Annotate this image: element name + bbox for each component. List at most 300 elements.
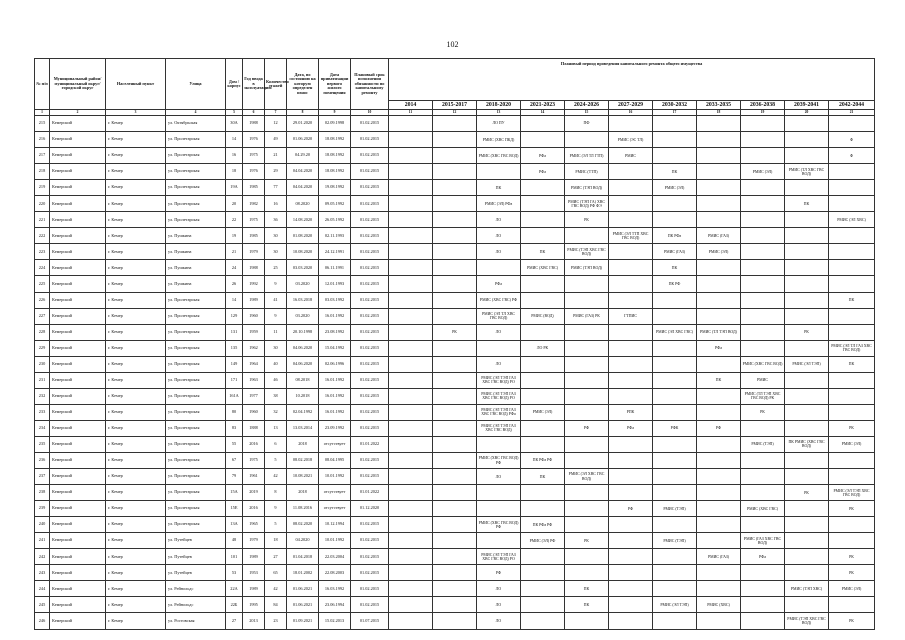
header-period: 2024-2026 bbox=[565, 101, 609, 110]
period-cell: РМИС (ХВС) bbox=[697, 597, 741, 613]
period-cell bbox=[521, 196, 565, 212]
period-cell bbox=[609, 340, 653, 356]
date-state-cell: 04.06.2020 bbox=[287, 356, 319, 372]
street-cell: ул. Пролетарская bbox=[166, 196, 226, 212]
period-cell: РМИС (ХВС ГВС) РФ bbox=[477, 292, 521, 308]
municipality-cell: Кемерский bbox=[50, 116, 106, 132]
period-cell bbox=[433, 501, 477, 517]
table-row bbox=[35, 212, 875, 228]
date-privat-cell: 16.03.1992 bbox=[319, 581, 351, 597]
period-cell bbox=[521, 372, 565, 388]
table-row bbox=[35, 116, 875, 132]
period-cell bbox=[565, 501, 609, 517]
date-plan-cell: 01.02.2015 bbox=[351, 324, 389, 340]
period-cell bbox=[521, 581, 565, 597]
date-state-cell: 02.04.1992 bbox=[287, 404, 319, 420]
municipality-cell: Кемерский bbox=[50, 340, 106, 356]
period-cell: РМИС bbox=[741, 372, 785, 388]
year-cell: 1988 bbox=[243, 260, 265, 276]
period-cell bbox=[389, 485, 433, 501]
row-number: 236 bbox=[35, 452, 50, 468]
table-row bbox=[35, 549, 875, 565]
period-cell bbox=[697, 613, 741, 629]
street-cell: ул. Пролетарская bbox=[166, 436, 226, 452]
period-cell bbox=[565, 276, 609, 292]
period-cell bbox=[653, 308, 697, 324]
house-cell: 22 bbox=[226, 212, 243, 228]
settlement-cell: г. Кемер bbox=[106, 388, 166, 404]
period-cell: ПК РФ bbox=[653, 276, 697, 292]
period-cell bbox=[389, 452, 433, 468]
municipality-cell: Кемерский bbox=[50, 597, 106, 613]
period-cell bbox=[741, 276, 785, 292]
municipality-cell: Кемерский bbox=[50, 180, 106, 196]
year-cell: 1961 bbox=[243, 469, 265, 485]
period-cell bbox=[829, 372, 875, 388]
settlement-cell: г. Кемер bbox=[106, 228, 166, 244]
date-plan-cell: 01.02.2015 bbox=[351, 388, 389, 404]
floors-cell: 49 bbox=[265, 132, 287, 148]
period-cell bbox=[609, 164, 653, 180]
date-privat-cell: 10.01.1992 bbox=[319, 533, 351, 549]
period-cell bbox=[477, 533, 521, 549]
period-cell bbox=[785, 116, 829, 132]
period-cell: РМИС (ТЭП) bbox=[741, 436, 785, 452]
row-number: 231 bbox=[35, 372, 50, 388]
period-cell: РФ bbox=[565, 420, 609, 436]
header-period: 2018-2020 bbox=[477, 101, 521, 110]
period-cell: РМИС (ТТП) bbox=[565, 164, 609, 180]
period-cell: ПК bbox=[829, 356, 875, 372]
floors-cell: 9 bbox=[265, 308, 287, 324]
period-cell: РК bbox=[433, 324, 477, 340]
period-cell: РМИС (ЭЛ ТЛ ГАЗ ХВС ГВС ВОД) bbox=[829, 340, 875, 356]
period-cell bbox=[521, 356, 565, 372]
house-cell: 55 bbox=[226, 436, 243, 452]
period-cell bbox=[433, 517, 477, 533]
period-cell bbox=[521, 613, 565, 629]
period-cell bbox=[609, 613, 653, 629]
period-cell bbox=[521, 228, 565, 244]
header-period: 2036-2038 bbox=[741, 101, 785, 110]
date-privat-cell: 06.11.1991 bbox=[319, 260, 351, 276]
settlement-cell: г. Кемер bbox=[106, 581, 166, 597]
column-number: 5 bbox=[226, 110, 243, 116]
period-cell: ПК bbox=[653, 164, 697, 180]
period-cell bbox=[741, 180, 785, 196]
period-cell bbox=[785, 469, 829, 485]
period-cell bbox=[653, 581, 697, 597]
period-cell bbox=[477, 501, 521, 517]
date-plan-cell: 01.02.2015 bbox=[351, 533, 389, 549]
table-row bbox=[35, 148, 875, 164]
date-plan-cell: 01.02.2015 bbox=[351, 180, 389, 196]
period-cell bbox=[785, 597, 829, 613]
period-cell: РМИС (ГАЗ ХВС ГВС ВОД) bbox=[741, 533, 785, 549]
date-privat-cell: 10.12.1994 bbox=[319, 517, 351, 533]
row-number: 241 bbox=[35, 533, 50, 549]
column-number: 16 bbox=[609, 110, 653, 116]
period-cell: ЛО РК bbox=[521, 340, 565, 356]
period-cell: ПК РФа bbox=[653, 228, 697, 244]
period-cell bbox=[433, 533, 477, 549]
column-number: 6 bbox=[243, 110, 265, 116]
street-cell: ул. Путейцев bbox=[166, 565, 226, 581]
column-number: 12 bbox=[433, 110, 477, 116]
period-cell bbox=[609, 116, 653, 132]
period-cell bbox=[609, 436, 653, 452]
period-cell bbox=[785, 132, 829, 148]
period-cell bbox=[521, 420, 565, 436]
period-cell bbox=[741, 228, 785, 244]
table-row bbox=[35, 292, 875, 308]
period-cell: РК bbox=[829, 501, 875, 517]
period-cell bbox=[741, 485, 785, 501]
row-number: 242 bbox=[35, 549, 50, 565]
period-cell bbox=[521, 436, 565, 452]
period-cell bbox=[785, 372, 829, 388]
period-cell bbox=[433, 132, 477, 148]
settlement-cell: г. Кемер bbox=[106, 196, 166, 212]
period-cell: РМИС (ХВС ГВС ВОД) РФ bbox=[477, 452, 521, 468]
period-cell bbox=[389, 212, 433, 228]
period-cell bbox=[433, 372, 477, 388]
period-cell bbox=[697, 116, 741, 132]
date-plan-cell: 01.02.2015 bbox=[351, 420, 389, 436]
period-cell: РФ bbox=[477, 565, 521, 581]
house-cell: 26 bbox=[226, 276, 243, 292]
period-cell bbox=[389, 292, 433, 308]
period-cell bbox=[653, 340, 697, 356]
date-state-cell: 10.2018 bbox=[287, 388, 319, 404]
period-cell: РК bbox=[829, 565, 875, 581]
floors-cell: 30 bbox=[265, 340, 287, 356]
period-cell bbox=[697, 356, 741, 372]
year-cell: 1989 bbox=[243, 549, 265, 565]
settlement-cell: г. Кемер bbox=[106, 436, 166, 452]
period-cell: РМИС (ЭЛ) РФа bbox=[477, 196, 521, 212]
street-cell: ул. Пушкина bbox=[166, 228, 226, 244]
period-cell bbox=[433, 565, 477, 581]
period-cell bbox=[741, 148, 785, 164]
period-cell bbox=[389, 276, 433, 292]
year-cell: 1976 bbox=[243, 132, 265, 148]
period-cell: ЛО bbox=[477, 244, 521, 260]
street-cell: ул. Пролетарская bbox=[166, 404, 226, 420]
period-cell: РМИС (ЭЛ ТЭП ГАЗ ХВС ГВС ВОД) РО bbox=[477, 372, 521, 388]
period-cell bbox=[565, 388, 609, 404]
header-date-plan: Плановый срок исполнения обязанности по капитальному ремонту bbox=[351, 59, 389, 110]
column-number: 19 bbox=[741, 110, 785, 116]
period-cell: РМИС (ГАЗ) bbox=[697, 228, 741, 244]
row-number: 228 bbox=[35, 324, 50, 340]
column-number: 11 bbox=[389, 110, 433, 116]
period-cell: РМИС (ХВС ГВС ВОД) РФ bbox=[477, 517, 521, 533]
period-cell bbox=[521, 501, 565, 517]
period-cell bbox=[829, 228, 875, 244]
header-date-privat: Дата приватизации первого жилого помещения bbox=[319, 59, 351, 110]
year-cell: 1960 bbox=[243, 308, 265, 324]
date-state-cell: 08.02.2020 bbox=[287, 517, 319, 533]
period-cell bbox=[697, 164, 741, 180]
house-cell: 16 bbox=[226, 148, 243, 164]
date-state-cell: 11.08.2016 bbox=[287, 501, 319, 517]
date-privat-cell: 03.03.1992 bbox=[319, 292, 351, 308]
period-cell bbox=[785, 292, 829, 308]
floors-cell: 46 bbox=[265, 372, 287, 388]
period-cell bbox=[697, 148, 741, 164]
period-cell bbox=[829, 404, 875, 420]
municipality-cell: Кемерский bbox=[50, 565, 106, 581]
period-cell bbox=[609, 372, 653, 388]
period-cell bbox=[477, 436, 521, 452]
date-state-cell: 04.04.2020 bbox=[287, 164, 319, 180]
header-period: 2021-2023 bbox=[521, 101, 565, 110]
period-cell bbox=[653, 517, 697, 533]
period-cell bbox=[565, 228, 609, 244]
column-number: 18 bbox=[697, 110, 741, 116]
period-cell bbox=[609, 324, 653, 340]
period-cell bbox=[521, 276, 565, 292]
date-plan-cell: 01.02.2015 bbox=[351, 565, 389, 581]
period-cell bbox=[653, 613, 697, 629]
floors-cell: 23 bbox=[265, 613, 287, 629]
period-cell bbox=[389, 340, 433, 356]
date-privat-cell: отсутствует bbox=[319, 501, 351, 517]
period-cell bbox=[609, 581, 653, 597]
house-cell: 14 bbox=[226, 292, 243, 308]
street-cell: ул. Пролетарская bbox=[166, 485, 226, 501]
period-cell bbox=[785, 180, 829, 196]
period-cell bbox=[609, 549, 653, 565]
period-cell bbox=[741, 132, 785, 148]
date-privat-cell: 24.12.1991 bbox=[319, 244, 351, 260]
house-cell: 129 bbox=[226, 308, 243, 324]
period-cell: РМИС (ЭЛ ТЛ ХВС ГВС ВОД) bbox=[477, 308, 521, 324]
year-cell: 1985 bbox=[243, 228, 265, 244]
municipality-cell: Кемерский bbox=[50, 372, 106, 388]
period-cell bbox=[609, 565, 653, 581]
table-row bbox=[35, 244, 875, 260]
year-cell: 1982 bbox=[243, 196, 265, 212]
period-cell bbox=[389, 517, 433, 533]
column-number: 20 bbox=[785, 110, 829, 116]
date-privat-cell: 26.05.1992 bbox=[319, 212, 351, 228]
floors-cell: 30 bbox=[265, 228, 287, 244]
period-cell bbox=[565, 549, 609, 565]
period-cell bbox=[433, 212, 477, 228]
period-cell bbox=[433, 308, 477, 324]
municipality-cell: Кемерский bbox=[50, 228, 106, 244]
floors-cell: 25 bbox=[265, 260, 287, 276]
date-privat-cell: 02.11.1993 bbox=[319, 228, 351, 244]
period-cell bbox=[389, 501, 433, 517]
header-period: 2033-2035 bbox=[697, 101, 741, 110]
period-cell bbox=[653, 292, 697, 308]
table-row bbox=[35, 308, 875, 324]
date-plan-cell: 01.02.2015 bbox=[351, 196, 389, 212]
municipality-cell: Кемерский bbox=[50, 292, 106, 308]
period-cell: РК bbox=[785, 324, 829, 340]
period-cell bbox=[697, 388, 741, 404]
floors-cell: 5 bbox=[265, 452, 287, 468]
period-cell: РМИС (ЭЛ ТЛ ГТП) bbox=[565, 148, 609, 164]
settlement-cell: г. Кемер bbox=[106, 340, 166, 356]
date-plan-cell: 01.02.2015 bbox=[351, 517, 389, 533]
period-cell: РМИС (ЭЛ ХВС) bbox=[829, 212, 875, 228]
table-row bbox=[35, 340, 875, 356]
street-cell: ул. Пролетарская bbox=[166, 517, 226, 533]
row-number: 243 bbox=[35, 565, 50, 581]
date-state-cell: 03.03.2020 bbox=[287, 260, 319, 276]
header-settlement: Населенный пункт bbox=[106, 59, 166, 110]
date-state-cell: 10.08.2021 bbox=[287, 469, 319, 485]
year-cell: 1963 bbox=[243, 372, 265, 388]
capital-repair-table bbox=[34, 58, 875, 630]
period-cell: РМИС (ЭЛ) bbox=[521, 404, 565, 420]
period-cell: РФа bbox=[741, 549, 785, 565]
period-cell bbox=[433, 148, 477, 164]
house-cell: 171 bbox=[226, 372, 243, 388]
settlement-cell: г. Кемер bbox=[106, 517, 166, 533]
period-cell bbox=[565, 372, 609, 388]
house-cell: 67 bbox=[226, 452, 243, 468]
municipality-cell: Кемерский bbox=[50, 324, 106, 340]
period-cell: РК bbox=[741, 404, 785, 420]
table-row bbox=[35, 452, 875, 468]
street-cell: ул. Пролетарская bbox=[166, 452, 226, 468]
period-cell bbox=[389, 180, 433, 196]
floors-cell: 32 bbox=[265, 404, 287, 420]
floors-cell: 13 bbox=[265, 420, 287, 436]
period-cell: РФа bbox=[609, 420, 653, 436]
municipality-cell: Кемерский bbox=[50, 452, 106, 468]
street-cell: ул. Пролетарская bbox=[166, 372, 226, 388]
column-number: 2 bbox=[50, 110, 106, 116]
table-row bbox=[35, 501, 875, 517]
period-cell bbox=[389, 148, 433, 164]
period-cell: РМИС (ХВС ГВС) bbox=[521, 260, 565, 276]
period-cell: РМИС (ЭЛ) bbox=[653, 180, 697, 196]
header-period: 2042-2044 bbox=[829, 101, 875, 110]
settlement-cell: г. Кемер bbox=[106, 533, 166, 549]
row-number: 240 bbox=[35, 517, 50, 533]
street-cell: ул. Пролетарская bbox=[166, 132, 226, 148]
floors-cell: 38 bbox=[265, 388, 287, 404]
floors-cell: 36 bbox=[265, 212, 287, 228]
period-cell bbox=[389, 260, 433, 276]
year-cell: 1962 bbox=[243, 340, 265, 356]
floors-cell: 5 bbox=[265, 517, 287, 533]
year-cell: 2013 bbox=[243, 613, 265, 629]
row-number: 225 bbox=[35, 276, 50, 292]
period-cell bbox=[521, 388, 565, 404]
period-cell: ПК bbox=[697, 372, 741, 388]
period-cell: РК bbox=[565, 212, 609, 228]
period-cell: РМИС (ЭЛ ХВС ГВС ВОД) bbox=[565, 469, 609, 485]
period-cell: РМИС (ГАЗ) bbox=[697, 549, 741, 565]
table-row bbox=[35, 180, 875, 196]
period-cell bbox=[785, 404, 829, 420]
street-cell: ул. Пушкина bbox=[166, 260, 226, 276]
period-cell: РМИС (ХВС ГВС) bbox=[741, 501, 785, 517]
date-plan-cell: 01.02.2015 bbox=[351, 292, 389, 308]
table-row bbox=[35, 485, 875, 501]
period-cell bbox=[741, 212, 785, 228]
floors-cell: 29 bbox=[265, 164, 287, 180]
header-floors: Количество этажей bbox=[265, 59, 287, 110]
period-cell bbox=[565, 340, 609, 356]
period-cell bbox=[609, 388, 653, 404]
period-cell bbox=[829, 116, 875, 132]
house-cell: 19 bbox=[226, 228, 243, 244]
period-cell bbox=[697, 132, 741, 148]
date-privat-cell: 16.01.1992 bbox=[319, 388, 351, 404]
period-cell bbox=[741, 420, 785, 436]
street-cell: ул. Пролетарская bbox=[166, 340, 226, 356]
row-number: 232 bbox=[35, 388, 50, 404]
table-row bbox=[35, 132, 875, 148]
house-cell: 30А bbox=[226, 116, 243, 132]
period-cell: РК bbox=[565, 533, 609, 549]
municipality-cell: Кемерский bbox=[50, 436, 106, 452]
date-privat-cell: 23.08.1992 bbox=[319, 324, 351, 340]
row-number: 217 bbox=[35, 148, 50, 164]
header-period: 2027-2029 bbox=[609, 101, 653, 110]
period-cell bbox=[433, 485, 477, 501]
floors-cell: 21 bbox=[265, 148, 287, 164]
house-cell: 149 bbox=[226, 356, 243, 372]
municipality-cell: Кемерский bbox=[50, 388, 106, 404]
settlement-cell: г. Кемер bbox=[106, 180, 166, 196]
date-plan-cell: 01.02.2015 bbox=[351, 581, 389, 597]
table-row bbox=[35, 420, 875, 436]
period-cell: ЛО bbox=[477, 581, 521, 597]
year-cell: 1995 bbox=[243, 597, 265, 613]
street-cell: ул. Путейцев bbox=[166, 533, 226, 549]
header-year: Год ввода в эксплуатацию bbox=[243, 59, 265, 110]
period-cell bbox=[565, 485, 609, 501]
house-cell: 135 bbox=[226, 340, 243, 356]
period-cell bbox=[741, 597, 785, 613]
street-cell: ул. Пролетарская bbox=[166, 501, 226, 517]
period-cell bbox=[389, 613, 433, 629]
year-cell: 2016 bbox=[243, 501, 265, 517]
year-cell: 1989 bbox=[243, 292, 265, 308]
period-cell bbox=[697, 517, 741, 533]
column-number: 21 bbox=[829, 110, 875, 116]
period-cell bbox=[477, 340, 521, 356]
floors-cell: 77 bbox=[265, 180, 287, 196]
period-cell bbox=[389, 549, 433, 565]
row-number: 224 bbox=[35, 260, 50, 276]
period-cell: ЛО bbox=[477, 228, 521, 244]
floors-cell: 40 bbox=[265, 356, 287, 372]
date-state-cell: 01.06.2021 bbox=[287, 597, 319, 613]
period-cell bbox=[653, 485, 697, 501]
date-plan-cell: 01.02.2015 bbox=[351, 276, 389, 292]
date-plan-cell: 01.02.2015 bbox=[351, 469, 389, 485]
period-cell bbox=[741, 116, 785, 132]
period-cell: РМИС (ЭЛ ТТП ХВС ГВС ВОД) bbox=[609, 228, 653, 244]
municipality-cell: Кемерский bbox=[50, 469, 106, 485]
row-number: 245 bbox=[35, 597, 50, 613]
period-cell bbox=[389, 420, 433, 436]
year-cell: 1979 bbox=[243, 533, 265, 549]
period-cell bbox=[697, 452, 741, 468]
period-cell bbox=[785, 452, 829, 468]
period-cell bbox=[653, 565, 697, 581]
